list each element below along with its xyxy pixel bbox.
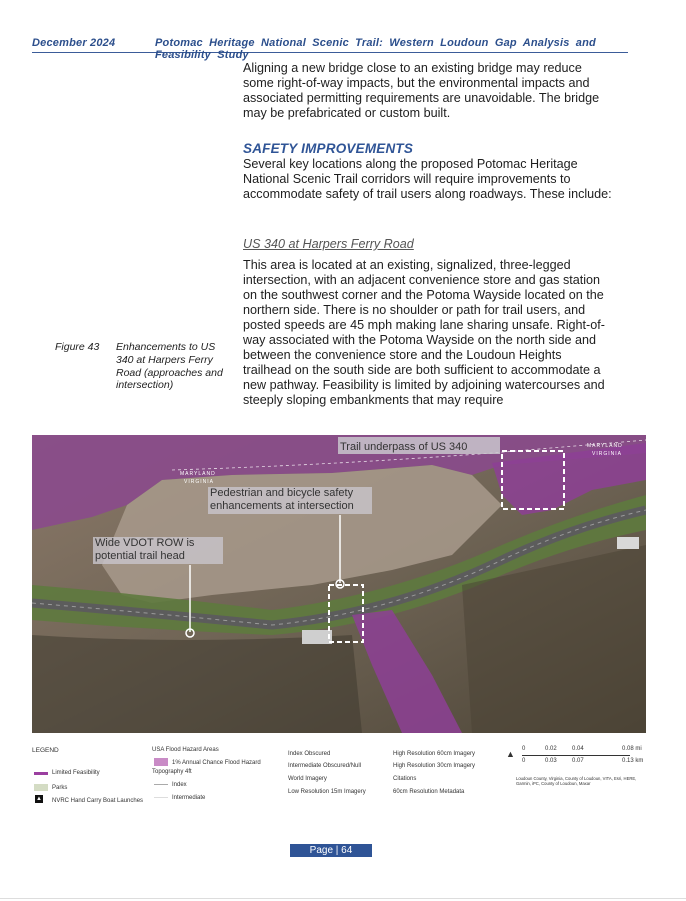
map-graphic bbox=[32, 435, 646, 733]
state-label-maryland-east: MARYLAND bbox=[587, 443, 623, 449]
legend-topo-index: Index bbox=[172, 782, 187, 788]
scale-mi-label: 0 bbox=[522, 746, 526, 752]
forest-south bbox=[32, 635, 362, 733]
boat-launch-icon: ▲ bbox=[36, 796, 42, 802]
legend-imagery-item: World Imagery bbox=[288, 776, 327, 782]
map-credits: Loudoun County, Virginia, County of Loudoun, VITA, Esri, HERE, Garmin, iPC, County of Loudoun, Maxar bbox=[516, 776, 637, 786]
topo-index-swatch bbox=[154, 784, 168, 785]
scale-km-label: 0.03 bbox=[545, 758, 557, 764]
header-title: Potomac Heritage National Scenic Trail: Western Loudoun Gap Analysis and Feasibility Study bbox=[155, 37, 596, 61]
topo-intermediate-swatch bbox=[154, 797, 168, 798]
legend-topo-intermediate: Intermediate bbox=[172, 795, 206, 801]
scale-bar bbox=[522, 755, 630, 756]
legend-launches: NVRC Hand Carry Boat Launches bbox=[52, 798, 144, 804]
legend-imagery-item: Low Resolution 15m Imagery bbox=[288, 789, 366, 795]
state-label-virginia: VIRGINIA bbox=[184, 479, 214, 485]
aerial-map bbox=[32, 435, 646, 733]
bottom-divider bbox=[0, 898, 686, 899]
legend-imagery-item: Citations bbox=[393, 776, 417, 782]
legend-title: LEGEND bbox=[32, 747, 59, 754]
figure-caption: Enhancements to US 340 at Harpers Ferry Road (approaches and intersection) bbox=[116, 341, 223, 392]
vdot-label: Wide VDOT ROW is potential trail head bbox=[95, 537, 195, 562]
subsection-heading: US 340 at Harpers Ferry Road bbox=[243, 237, 414, 251]
scale-mi-label: 0.08 mi bbox=[622, 746, 642, 752]
scale-km-label: 0 bbox=[522, 758, 526, 764]
scale-km-label: 0.13 km bbox=[622, 758, 644, 764]
scale-mi-label: 0.02 bbox=[545, 746, 557, 752]
limited-feasibility-swatch bbox=[34, 772, 48, 775]
section-heading: SAFETY IMPROVEMENTS bbox=[243, 141, 414, 156]
intro-paragraph: Aligning a new bridge close to an existing bridge may reduce some right-of-way impacts, but the environmental impacts and associated permitting requirements are unavoidable. The bridge may be prefabricated or custom built. bbox=[243, 61, 600, 120]
pedestrian-label: Pedestrian and bicycle safety enhancements at intersection bbox=[210, 487, 354, 512]
legend-imagery-item: 60cm Resolution Metadata bbox=[393, 789, 465, 795]
legend-limited-feasibility: Limited Feasibility bbox=[52, 770, 100, 776]
legend-imagery-item: High Resolution 60cm Imagery bbox=[393, 751, 476, 757]
legend-imagery-item: High Resolution 30cm Imagery bbox=[393, 763, 476, 769]
parks-swatch bbox=[34, 784, 48, 791]
page-header bbox=[32, 36, 628, 61]
legend-imagery-item: Index Obscured bbox=[288, 751, 331, 757]
figure-number: Figure 43 bbox=[55, 341, 100, 353]
state-label-virginia-east: VIRGINIA bbox=[592, 451, 622, 457]
detail-paragraph: This area is located at an existing, signalized, three-legged intersection, with an adjacent convenience store and gas station on the southwest corner and the Potoma Wayside located on the northern side. There is no shoulder or path for trail users, and posted speeds are 45 mph making lane sharing unsafe. Right-of-way associated with the Potoma Wayside on the north side and between the convenience store and the Loudoun Heights trailhead on the south side are both sufficient to accommodate a new pathway. Feasibility is limited by adjoining watercourses and steeply sloping embankments that may require bbox=[243, 258, 605, 407]
legend-flood-item: 1% Annual Chance Flood Hazard bbox=[172, 760, 261, 766]
legend-topo-title: Topography 4ft bbox=[152, 769, 192, 775]
header-date: December 2024 bbox=[32, 37, 116, 49]
state-label-maryland: MARYLAND bbox=[180, 471, 216, 477]
page-number: Page | 64 bbox=[290, 844, 372, 857]
north-arrow-icon: ▲ bbox=[506, 749, 515, 759]
scale-mi-label: 0.04 bbox=[572, 746, 584, 752]
legend-imagery-item: Intermediate Obscured/Null bbox=[288, 763, 362, 769]
legend-flood-title: USA Flood Hazard Areas bbox=[152, 747, 219, 753]
flood-swatch bbox=[154, 758, 168, 766]
legend-parks: Parks bbox=[52, 785, 68, 791]
underpass-label: Trail underpass of US 340 bbox=[340, 441, 468, 453]
safety-paragraph: Several key locations along the proposed Potomac Heritage National Scenic Trail corridors will require improvements to accommodate safety of trail users along roadways. These include: bbox=[243, 157, 612, 201]
building bbox=[617, 537, 639, 549]
scale-km-label: 0.07 bbox=[572, 758, 584, 764]
building bbox=[302, 630, 332, 644]
map-legend bbox=[32, 738, 646, 822]
